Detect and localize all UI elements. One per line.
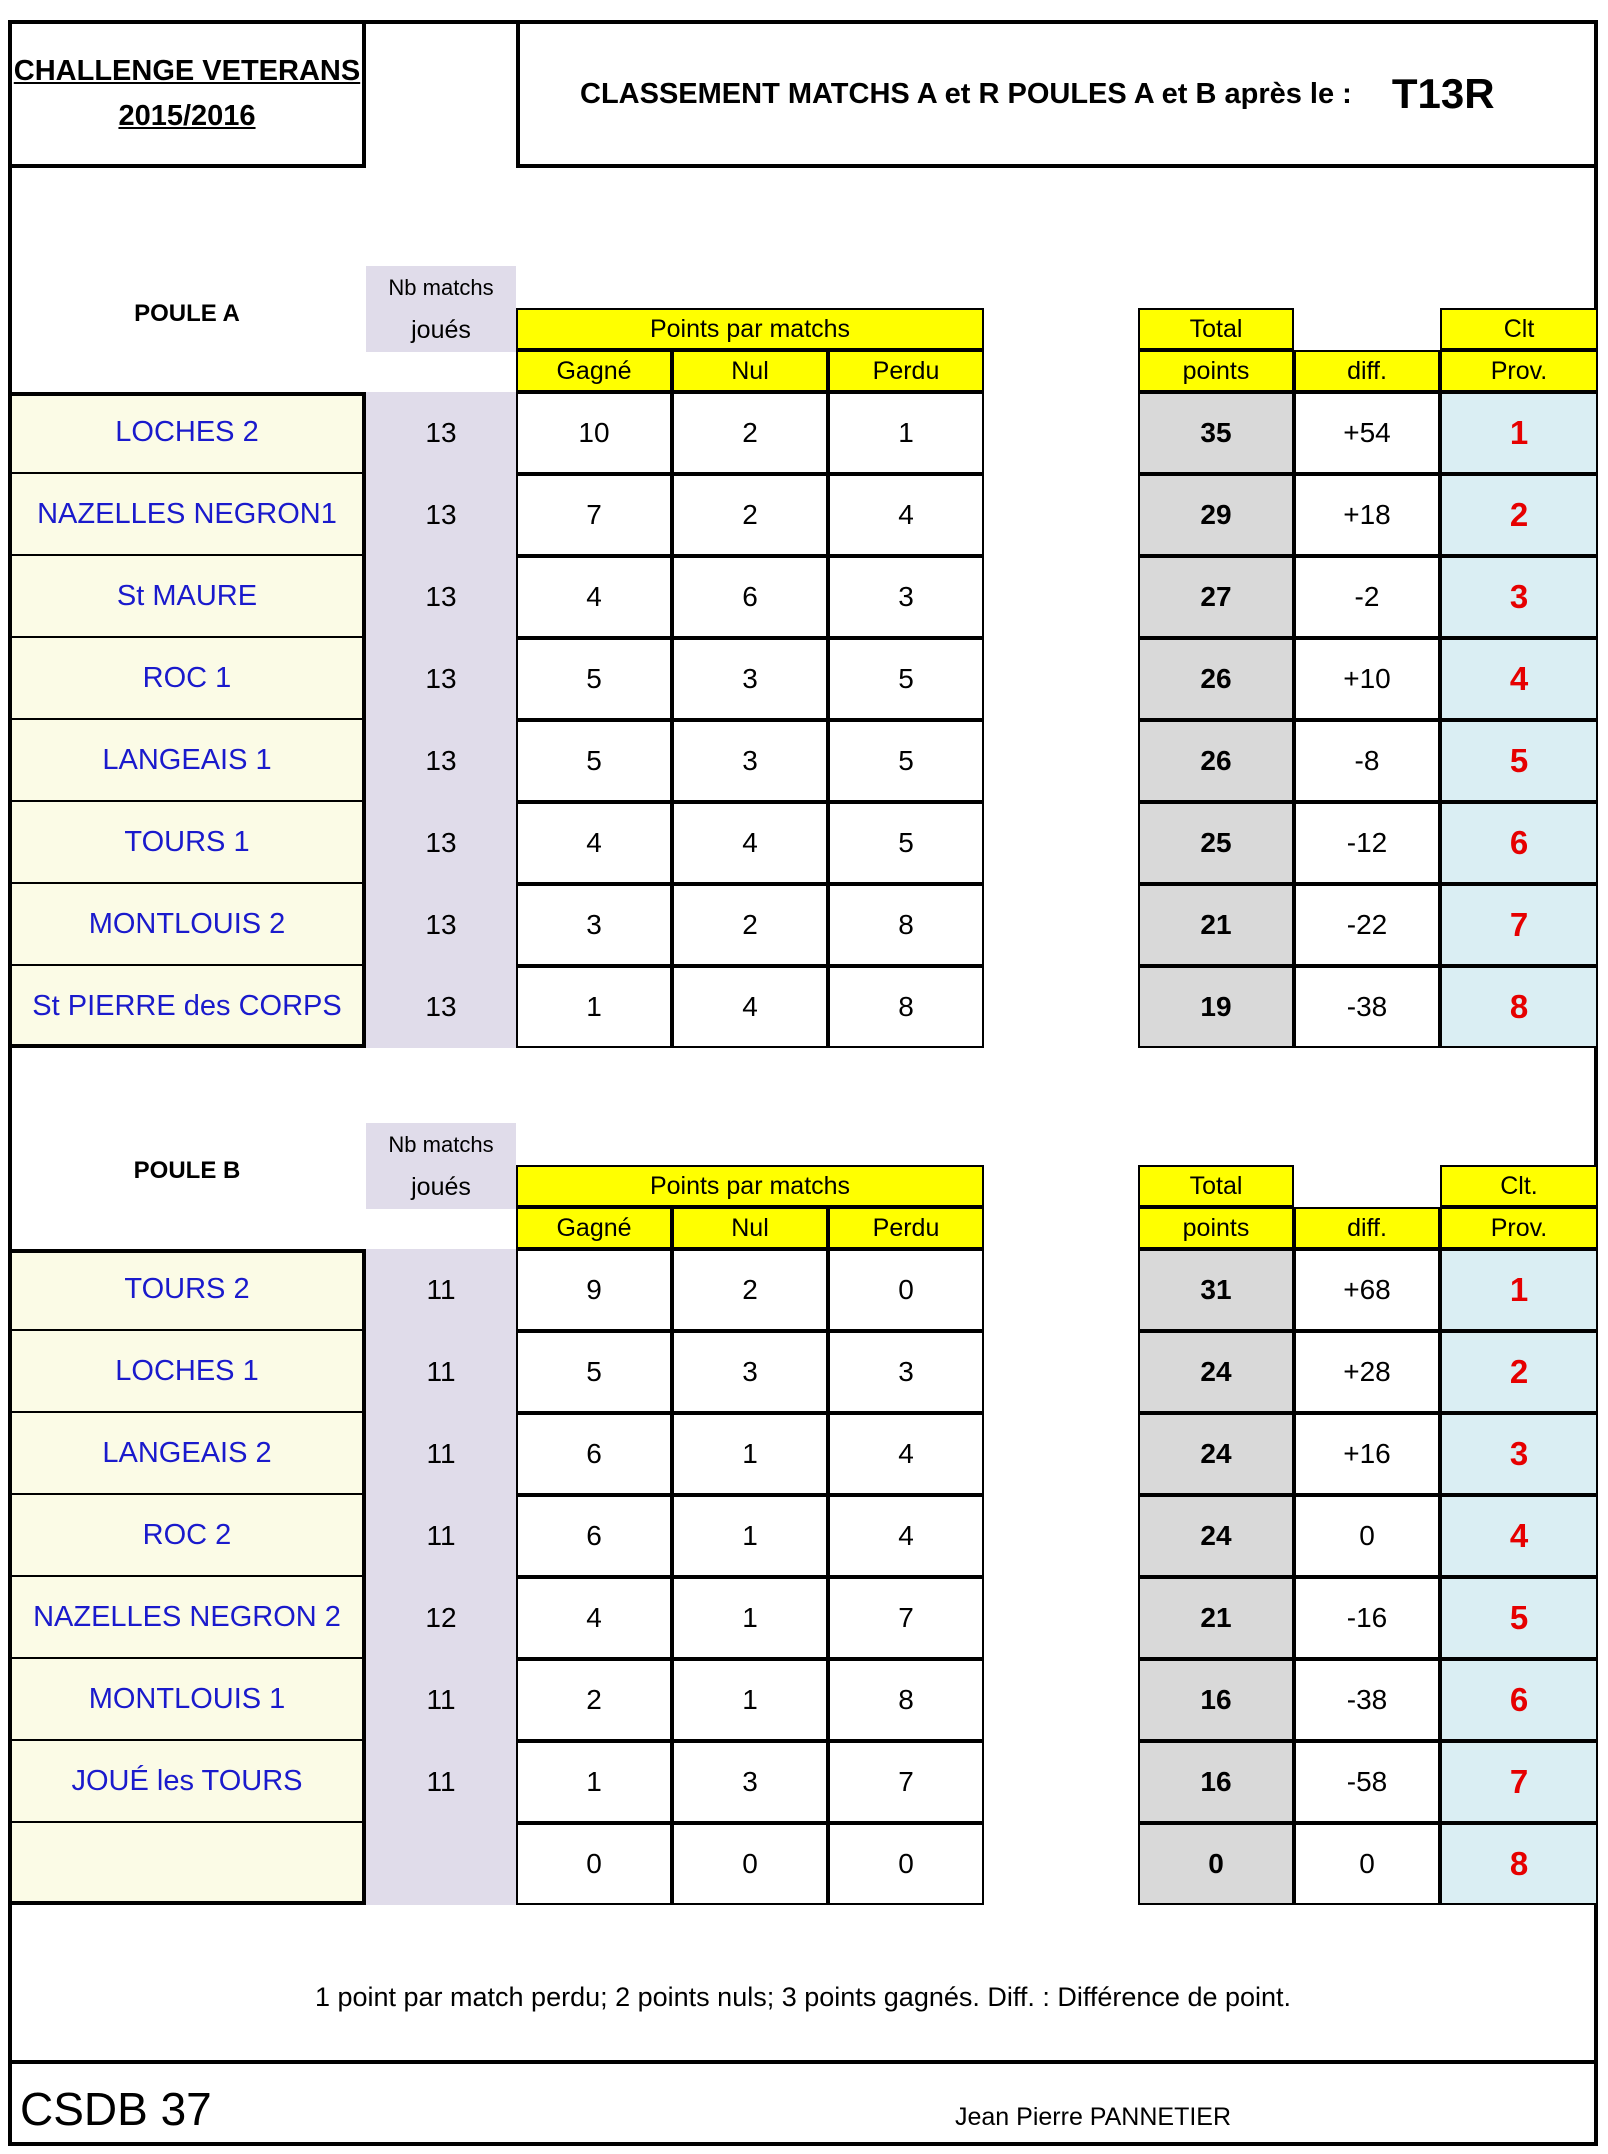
point-difference: +16 — [1294, 1413, 1440, 1495]
provisional-rank: 8 — [1440, 966, 1598, 1048]
matches-played: 13 — [366, 474, 516, 556]
team-name: LANGEAIS 2 — [8, 1413, 366, 1495]
won-count: 4 — [516, 556, 672, 638]
point-difference: -16 — [1294, 1577, 1440, 1659]
scoring-note: 1 point par match perdu; 2 points nuls; 3 points gagnés. Diff. : Différence de point. — [314, 1982, 1292, 2012]
won-count: 4 — [516, 1577, 672, 1659]
provisional-rank: 3 — [1440, 556, 1598, 638]
draw-count: 1 — [672, 1413, 828, 1495]
point-difference: +18 — [1294, 474, 1440, 556]
won-count: 2 — [516, 1659, 672, 1741]
draw-count: 6 — [672, 556, 828, 638]
played-header-2: joués — [366, 310, 516, 350]
lost-header: Perdu — [828, 350, 984, 392]
team-name: TOURS 1 — [8, 802, 366, 884]
total-points: 26 — [1138, 720, 1294, 802]
matches-played: 11 — [366, 1659, 516, 1741]
provisional-rank: 4 — [1440, 638, 1598, 720]
draw-count: 0 — [672, 1823, 828, 1905]
matches-played: 13 — [366, 556, 516, 638]
provisional-rank: 1 — [1440, 392, 1598, 474]
total-points: 0 — [1138, 1823, 1294, 1905]
point-difference: -58 — [1294, 1741, 1440, 1823]
author-name: Jean Pierre PANNETIER — [955, 2103, 1232, 2131]
team-name: St PIERRE des CORPS — [8, 966, 366, 1048]
lost-count: 3 — [828, 556, 984, 638]
won-count: 4 — [516, 802, 672, 884]
total-points: 16 — [1138, 1741, 1294, 1823]
draw-count: 2 — [672, 1249, 828, 1331]
total-points: 29 — [1138, 474, 1294, 556]
team-name: LOCHES 1 — [8, 1331, 366, 1413]
matches-played: 13 — [366, 802, 516, 884]
provisional-rank: 7 — [1440, 1741, 1598, 1823]
classement-title: CLASSEMENT MATCHS A et R POULES A et B après le : — [580, 77, 1352, 110]
draw-count: 2 — [672, 392, 828, 474]
team-name: LANGEAIS 1 — [8, 720, 366, 802]
point-difference: -8 — [1294, 720, 1440, 802]
lost-count: 8 — [828, 884, 984, 966]
won-count: 6 — [516, 1495, 672, 1577]
total-header-1: Total — [1138, 1165, 1294, 1207]
total-points: 16 — [1138, 1659, 1294, 1741]
point-difference: -12 — [1294, 802, 1440, 884]
played-header-gap — [366, 350, 516, 352]
provisional-rank: 2 — [1440, 1331, 1598, 1413]
point-difference: 0 — [1294, 1823, 1440, 1905]
provisional-rank: 6 — [1440, 1659, 1598, 1741]
points-header: Points par matchs — [516, 1165, 984, 1207]
draw-count: 1 — [672, 1659, 828, 1741]
won-count: 6 — [516, 1413, 672, 1495]
point-difference: 0 — [1294, 1495, 1440, 1577]
team-name: ROC 2 — [8, 1495, 366, 1577]
total-points: 27 — [1138, 556, 1294, 638]
org-name: CSDB 37 — [20, 2083, 212, 2135]
won-count: 3 — [516, 884, 672, 966]
won-header: Gagné — [516, 1207, 672, 1249]
total-header-2: points — [1138, 350, 1294, 392]
points-header: Points par matchs — [516, 308, 984, 350]
total-points: 21 — [1138, 884, 1294, 966]
classement-box — [516, 20, 1598, 168]
pool-name: POULE B — [133, 1157, 241, 1184]
season: 2015/2016 — [118, 100, 256, 132]
total-points: 21 — [1138, 1577, 1294, 1659]
matches-played: 11 — [366, 1413, 516, 1495]
total-points: 25 — [1138, 802, 1294, 884]
won-count: 5 — [516, 720, 672, 802]
total-points: 24 — [1138, 1413, 1294, 1495]
total-header-2: points — [1138, 1207, 1294, 1249]
played-header-2: joués — [366, 1167, 516, 1207]
won-count: 7 — [516, 474, 672, 556]
provisional-rank: 5 — [1440, 720, 1598, 802]
team-name: TOURS 2 — [8, 1249, 366, 1331]
lost-count: 4 — [828, 474, 984, 556]
point-difference: +10 — [1294, 638, 1440, 720]
matches-played: 13 — [366, 638, 516, 720]
team-name: ROC 1 — [8, 638, 366, 720]
provisional-rank: 7 — [1440, 884, 1598, 966]
matches-played: 13 — [366, 966, 516, 1048]
lost-count: 0 — [828, 1249, 984, 1331]
total-points: 24 — [1138, 1495, 1294, 1577]
challenge-title: CHALLENGE VETERANS — [13, 55, 361, 87]
draw-count: 3 — [672, 638, 828, 720]
challenge-title-box — [8, 20, 366, 168]
total-points: 31 — [1138, 1249, 1294, 1331]
draw-count: 1 — [672, 1495, 828, 1577]
draw-count: 1 — [672, 1577, 828, 1659]
matches-played: 11 — [366, 1741, 516, 1823]
total-points: 19 — [1138, 966, 1294, 1048]
matches-played: 12 — [366, 1577, 516, 1659]
team-name: JOUÉ les TOURS — [8, 1741, 366, 1823]
draw-count: 3 — [672, 1741, 828, 1823]
team-column-border — [8, 392, 366, 1048]
total-header-1: Total — [1138, 308, 1294, 350]
matches-played: 11 — [366, 1331, 516, 1413]
point-difference: +68 — [1294, 1249, 1440, 1331]
diff-header: diff. — [1294, 350, 1440, 392]
pool-name: POULE A — [134, 300, 240, 327]
point-difference: +54 — [1294, 392, 1440, 474]
draw-header: Nul — [672, 350, 828, 392]
provisional-rank: 3 — [1440, 1413, 1598, 1495]
total-points: 24 — [1138, 1331, 1294, 1413]
won-count: 1 — [516, 966, 672, 1048]
won-header: Gagné — [516, 350, 672, 392]
lost-count: 4 — [828, 1413, 984, 1495]
lost-count: 0 — [828, 1823, 984, 1905]
matches-played: 13 — [366, 392, 516, 474]
provisional-rank: 8 — [1440, 1823, 1598, 1905]
point-difference: -38 — [1294, 966, 1440, 1048]
won-count: 10 — [516, 392, 672, 474]
won-count: 1 — [516, 1741, 672, 1823]
draw-header: Nul — [672, 1207, 828, 1249]
won-count: 5 — [516, 1331, 672, 1413]
played-header-1: Nb matchs — [366, 1123, 516, 1167]
lost-count: 1 — [828, 392, 984, 474]
lost-count: 5 — [828, 638, 984, 720]
lost-count: 5 — [828, 720, 984, 802]
matches-played: 11 — [366, 1249, 516, 1331]
draw-count: 4 — [672, 966, 828, 1048]
rank-header-1: Clt — [1440, 308, 1598, 350]
provisional-rank: 5 — [1440, 1577, 1598, 1659]
draw-count: 2 — [672, 474, 828, 556]
team-name: MONTLOUIS 1 — [8, 1659, 366, 1741]
lost-header: Perdu — [828, 1207, 984, 1249]
played-header-1: Nb matchs — [366, 266, 516, 310]
played-header-gap — [366, 1207, 516, 1209]
footer-divider — [8, 2060, 1598, 2064]
team-name: MONTLOUIS 2 — [8, 884, 366, 966]
provisional-rank: 1 — [1440, 1249, 1598, 1331]
draw-count: 3 — [672, 720, 828, 802]
matches-played: 13 — [366, 720, 516, 802]
team-name: St MAURE — [8, 556, 366, 638]
team-name: NAZELLES NEGRON 2 — [8, 1577, 366, 1659]
matches-played — [366, 1823, 516, 1905]
draw-count: 4 — [672, 802, 828, 884]
lost-count: 3 — [828, 1331, 984, 1413]
round-code: T13R — [1391, 70, 1495, 117]
point-difference: -38 — [1294, 1659, 1440, 1741]
provisional-rank: 4 — [1440, 1495, 1598, 1577]
won-count: 9 — [516, 1249, 672, 1331]
lost-count: 7 — [828, 1741, 984, 1823]
won-count: 5 — [516, 638, 672, 720]
provisional-rank: 2 — [1440, 474, 1598, 556]
rank-header-2: Prov. — [1440, 350, 1598, 392]
draw-count: 2 — [672, 884, 828, 966]
point-difference: -22 — [1294, 884, 1440, 966]
rank-header-1: Clt. — [1440, 1165, 1598, 1207]
team-name: NAZELLES NEGRON1 — [8, 474, 366, 556]
provisional-rank: 6 — [1440, 802, 1598, 884]
lost-count: 7 — [828, 1577, 984, 1659]
lost-count: 4 — [828, 1495, 984, 1577]
diff-header: diff. — [1294, 1207, 1440, 1249]
point-difference: -2 — [1294, 556, 1440, 638]
total-points: 35 — [1138, 392, 1294, 474]
team-name: LOCHES 2 — [8, 392, 366, 474]
won-count: 0 — [516, 1823, 672, 1905]
lost-count: 5 — [828, 802, 984, 884]
lost-count: 8 — [828, 1659, 984, 1741]
point-difference: +28 — [1294, 1331, 1440, 1413]
total-points: 26 — [1138, 638, 1294, 720]
lost-count: 8 — [828, 966, 984, 1048]
rank-header-2: Prov. — [1440, 1207, 1598, 1249]
matches-played: 11 — [366, 1495, 516, 1577]
team-column-border — [8, 1249, 366, 1905]
matches-played: 13 — [366, 884, 516, 966]
draw-count: 3 — [672, 1331, 828, 1413]
